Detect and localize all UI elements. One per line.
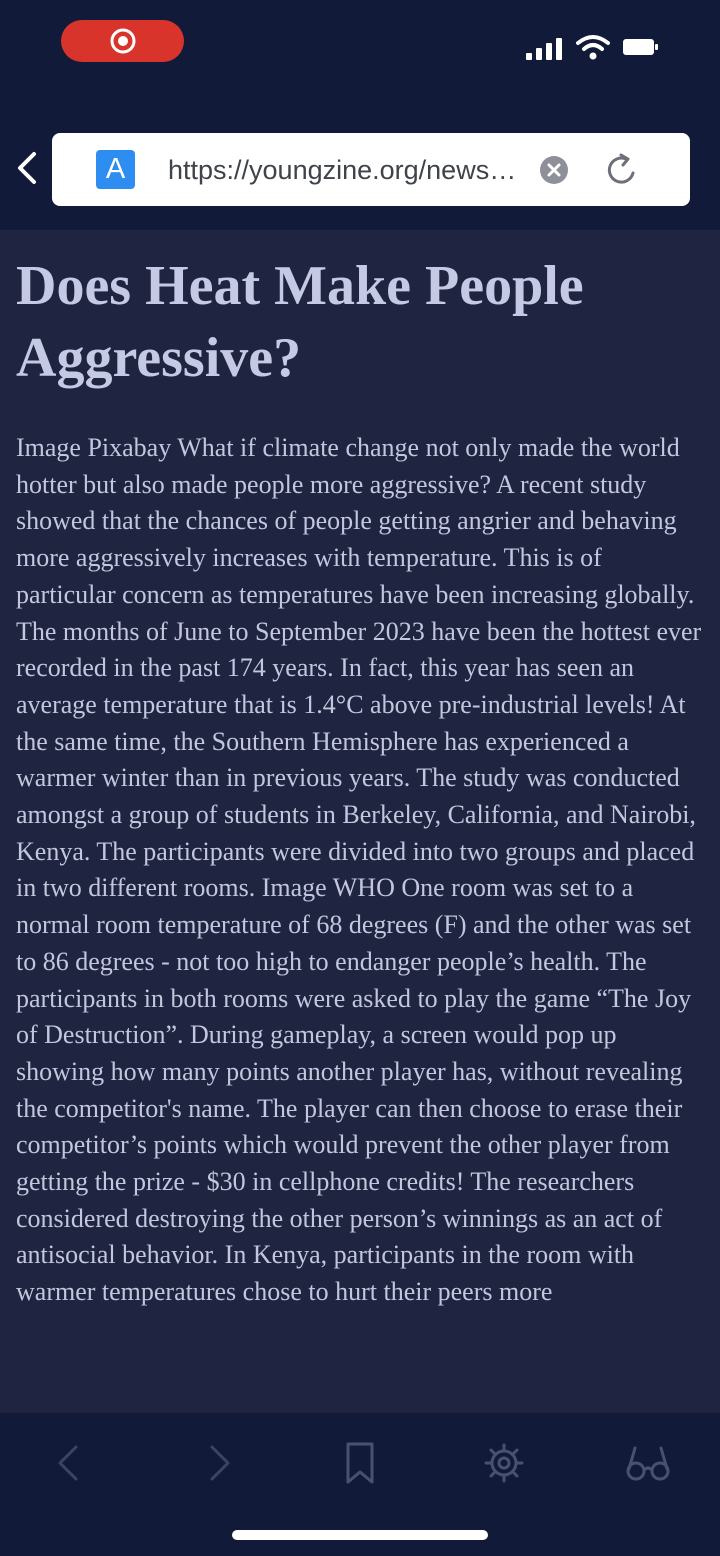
article-content[interactable] bbox=[0, 230, 720, 1413]
address-bar[interactable] bbox=[52, 133, 690, 206]
article-title: Does Heat Make People Aggressive? bbox=[16, 255, 584, 389]
reading-glasses-icon[interactable] bbox=[625, 1442, 671, 1484]
bookmark-icon[interactable] bbox=[337, 1442, 383, 1484]
record-icon bbox=[110, 28, 136, 54]
browser-toolbar bbox=[0, 100, 720, 230]
forward-arrow-icon[interactable] bbox=[196, 1442, 242, 1484]
back-chevron-icon[interactable] bbox=[10, 148, 44, 188]
home-indicator[interactable] bbox=[232, 1530, 488, 1540]
article-body: Image Pixabay What if climate change not only made the world hotter but also made people more aggressive? A recent study showed that the chances of people getting angrier and behaving more aggressively increases with temperature. This is of particular concern as temperatures have been increasing globally. The months of June to September 2023 have been the hottest ever recorded in the past 174 years. In fact, this year has seen an average temperature that is 1.4°C above pre-industrial levels! At the same time, the Southern Hemisphere has experienced a warmer winter than in previous years. The study was conducted amongst a group of students in Berkeley, California, and Nairobi, Kenya. The participants were divided into two groups and placed in two different rooms. Image WHO One room was set to a normal room temperature of 68 degrees (F) and the other was set to 86 degrees - not too high to endanger people’s health. The participants in both rooms were asked to play the game “The Joy of Destruction”. During gameplay, a screen would pop up showing how many points another player has, without revealing the competitor's name. The player can then choose to erase their competitor’s points which would prevent the other player from getting the prize - $30 in cellphone credits! The researchers considered destroying the other person’s winnings as an act of antisocial behavior. In Kenya, participants in the room with warmer temperatures chose to hurt their peers more bbox=[16, 433, 702, 1307]
reload-icon[interactable] bbox=[604, 152, 640, 188]
url-text[interactable]: https://youngzine.org/news… bbox=[168, 155, 517, 185]
cellular-signal-icon bbox=[526, 38, 562, 60]
wifi-icon bbox=[576, 34, 610, 60]
battery-icon bbox=[623, 38, 659, 56]
gear-icon[interactable] bbox=[481, 1442, 527, 1484]
screen-recording-indicator[interactable] bbox=[61, 20, 184, 62]
reader-mode-badge[interactable]: A bbox=[96, 150, 135, 189]
back-arrow-icon[interactable] bbox=[46, 1442, 92, 1484]
clear-url-icon[interactable] bbox=[539, 155, 569, 185]
bottom-toolbar bbox=[0, 1413, 720, 1556]
status-bar bbox=[0, 0, 720, 100]
